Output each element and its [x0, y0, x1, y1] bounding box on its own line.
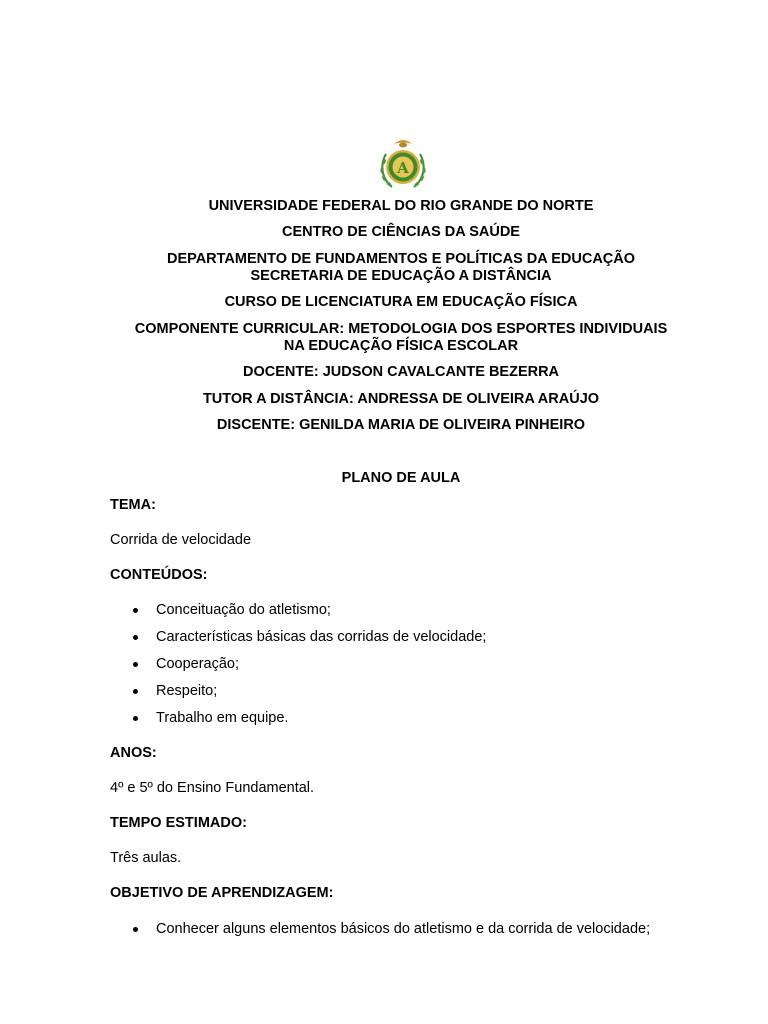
- objective-list: [110, 921, 650, 948]
- bullet-icon: [133, 635, 138, 640]
- bullet-icon: [133, 662, 138, 667]
- contents-label: CONTEÚDOS:: [110, 567, 208, 583]
- list-item: Cooperação;: [110, 656, 486, 683]
- list-item: Trabalho em equipe.: [110, 710, 486, 737]
- bullet-icon: [133, 927, 138, 932]
- center-name: CENTRO DE CIÊNCIAS DA SAÚDE: [282, 224, 520, 240]
- teacher-name: DOCENTE: JUDSON CAVALCANTE BEZERRA: [242, 364, 560, 380]
- list-item: Conhecer alguns elementos básicos do atletismo e da corrida de velocidade;: [110, 921, 650, 948]
- time-value: Três aulas.: [110, 850, 182, 866]
- bullet-icon: [133, 689, 138, 694]
- svg-text:A: A: [397, 159, 409, 177]
- time-label: TEMPO ESTIMADO:: [110, 815, 247, 831]
- university-name: UNIVERSIDADE FEDERAL DO RIO GRANDE DO NORTE: [208, 198, 594, 214]
- list-item: Conceituação do atletismo;: [110, 602, 486, 629]
- secretariat-name: SECRETARIA DE EDUCAÇÃO A DISTÂNCIA: [250, 268, 552, 284]
- years-label: ANOS:: [110, 745, 157, 761]
- component-line-1: COMPONENTE CURRICULAR: METODOLOGIA DOS ESPORTES INDIVIDUAIS: [134, 321, 668, 337]
- course-name: CURSO DE LICENCIATURA EM EDUCAÇÃO FÍSICA: [224, 294, 578, 310]
- plan-title: PLANO DE AULA: [341, 470, 461, 486]
- objective-label: OBJETIVO DE APRENDIZAGEM:: [110, 885, 334, 901]
- university-seal-icon: [376, 134, 430, 192]
- department-name: DEPARTAMENTO DE FUNDAMENTOS E POLÍTICAS DA EDUCAÇÃO: [166, 251, 636, 267]
- contents-list: [110, 602, 486, 737]
- student-name: DISCENTE: GENILDA MARIA DE OLIVEIRA PINHEIRO: [216, 417, 586, 433]
- bullet-icon: [133, 716, 138, 721]
- tutor-name: TUTOR A DISTÂNCIA: ANDRESSA DE OLIVEIRA ARAÚJO: [202, 391, 600, 407]
- theme-label: TEMA:: [110, 497, 156, 513]
- list-item: Respeito;: [110, 683, 486, 710]
- bullet-icon: [133, 608, 138, 613]
- list-item: Características básicas das corridas de velocidade;: [110, 629, 486, 656]
- years-value: 4º e 5º do Ensino Fundamental.: [110, 780, 315, 796]
- component-line-2: NA EDUCAÇÃO FÍSICA ESCOLAR: [283, 338, 519, 354]
- theme-value: Corrida de velocidade: [110, 532, 252, 548]
